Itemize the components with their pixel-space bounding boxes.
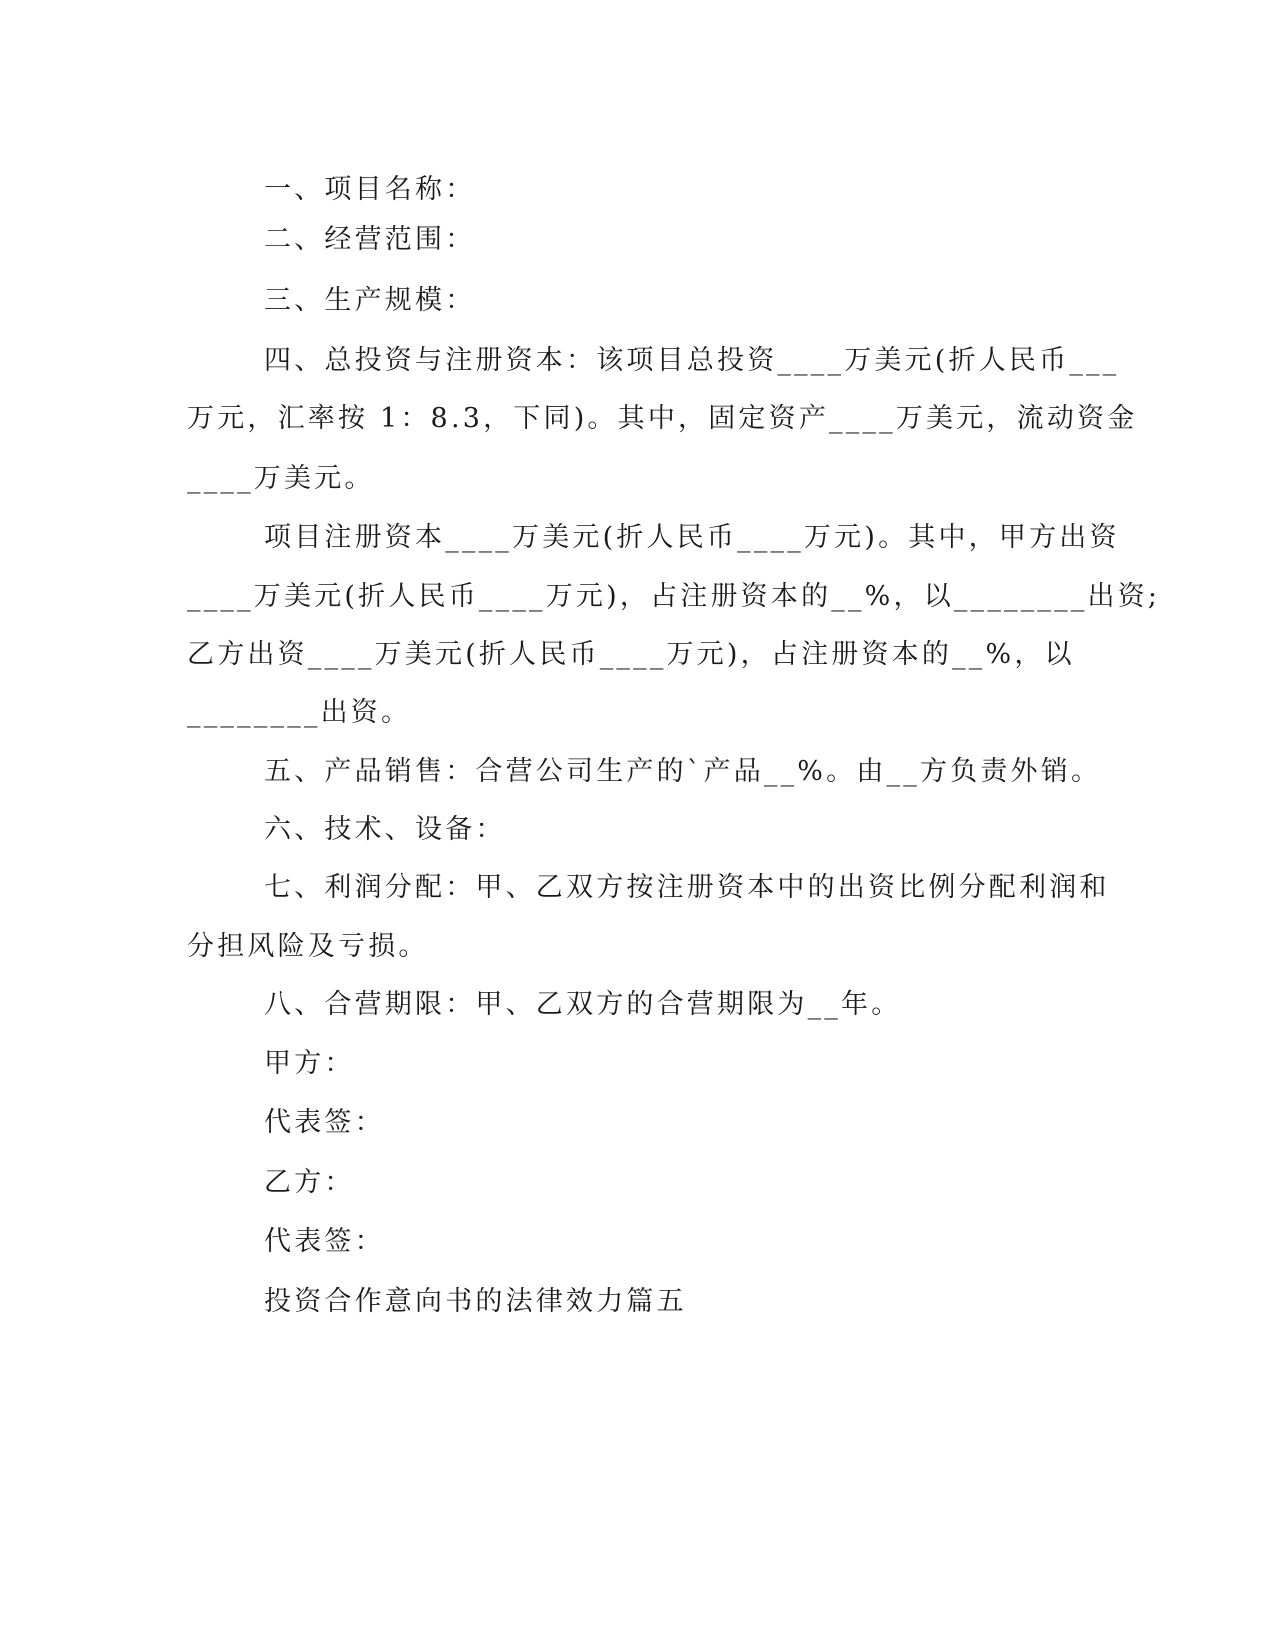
- item-joint-venture-term: 八、合营期限：甲、乙双方的合营期限为__年。: [264, 989, 902, 1020]
- party-a-label: 甲方：: [264, 1048, 355, 1079]
- party-a-signature-label: 代表签：: [264, 1107, 385, 1138]
- item-total-investment-cont2: ____万美元。: [187, 463, 375, 494]
- item-total-investment-cont: 万元，汇率按 1：8.3，下同)。其中，固定资产____万美元，流动资金: [187, 403, 1138, 434]
- item-profit-distribution-cont: 分担风险及亏损。: [187, 931, 429, 962]
- item-registered-capital-cont: ____万美元(折人民币____万元)，占注册资本的__%，以________出资;: [187, 581, 1161, 612]
- item-registered-capital-cont2: 乙方出资____万美元(折人民币____万元)，占注册资本的__%，以: [187, 639, 1075, 670]
- item-product-sales: 五、产品销售：合营公司生产的`产品__%。由__方负责外销。: [264, 756, 1102, 787]
- item-project-name: 一、项目名称：: [264, 174, 476, 205]
- item-business-scope: 二、经营范围：: [264, 224, 476, 255]
- section-heading: 投资合作意向书的法律效力篇五: [264, 1286, 687, 1317]
- item-profit-distribution: 七、利润分配：甲、乙双方按注册资本中的出资比例分配利润和: [264, 872, 1110, 903]
- item-registered-capital: 项目注册资本____万美元(折人民币____万元)。其中，甲方出资: [264, 522, 1120, 553]
- item-registered-capital-cont3: ________出资。: [187, 697, 412, 728]
- item-production-scale: 三、生产规模：: [264, 285, 476, 316]
- item-total-investment: 四、总投资与注册资本：该项目总投资____万美元(折人民币___: [264, 345, 1120, 376]
- item-technology-equipment: 六、技术、设备：: [264, 814, 506, 845]
- party-b-label: 乙方：: [264, 1167, 355, 1198]
- party-b-signature-label: 代表签：: [264, 1226, 385, 1257]
